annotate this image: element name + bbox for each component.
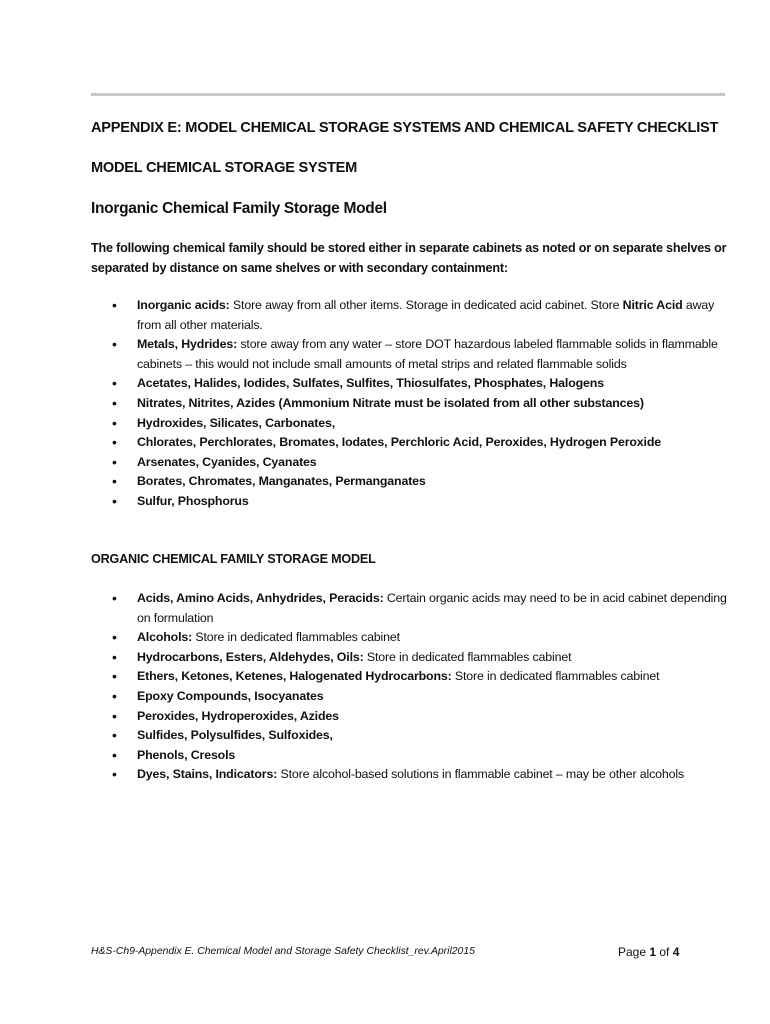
intro-paragraph: The following chemical family should be stored either in separate cabinets as noted or on separate shelves or separated by distance on same shelves or with secondary containment: [91,241,727,275]
list-item: • Arsenates, Cyanides, Cyanates [0,453,770,473]
list-item: • Borates, Chromates, Manganates, Permanganates [0,472,770,492]
inorganic-heading: Inorganic Chemical Family Storage Model [91,200,387,217]
inorganic-list [0,296,770,512]
footer-doc-name: H&S-Ch9-Appendix E. Chemical Model and Storage Safety Checklist_rev.April2015 [91,946,475,957]
list-item: • Ethers, Ketones, Ketenes, Halogenated Hydrocarbons: Store in dedicated flammables cabinet [0,667,770,687]
list-item: • Sulfur, Phosphorus [0,492,770,512]
list-item: • Hydroxides, Silicates, Carbonates, [0,414,770,434]
header-rule [91,93,725,96]
organic-heading: ORGANIC CHEMICAL FAMILY STORAGE MODEL [91,552,376,566]
list-item: • Dyes, Stains, Indicators: Store alcohol-based solutions in flammable cabinet – may be other alcohols [0,765,770,785]
list-item: • Chlorates, Perchlorates, Bromates, Iodates, Perchloric Acid, Peroxides, Hydrogen Peroxide [0,433,770,453]
list-item: • Alcohols: Store in dedicated flammables cabinet [0,628,770,648]
list-item: • Nitrates, Nitrites, Azides (Ammonium Nitrate must be isolated from all other substances) [0,394,770,414]
list-item: • Epoxy Compounds, Isocyanates [0,687,770,707]
section-title: MODEL CHEMICAL STORAGE SYSTEM [91,160,358,176]
list-item: • Peroxides, Hydroperoxides, Azides [0,707,770,727]
page-number: Page 1 of 4 [618,945,680,959]
list-item: • Inorganic acids: Store away from all other items. Storage in dedicated acid cabinet. Store Nitric Acid away from all other materials. [0,296,770,335]
organic-list [0,589,770,785]
list-item: • Hydrocarbons, Esters, Aldehydes, Oils: Store in dedicated flammables cabinet [0,648,770,668]
list-item: • Phenols, Cresols [0,746,770,766]
list-item: • Sulfides, Polysulfides, Sulfoxides, [0,726,770,746]
list-item: • Acids, Amino Acids, Anhydrides, Peracids: Certain organic acids may need to be in acid cabinet depending on formulation [0,589,770,628]
appendix-title: APPENDIX E: MODEL CHEMICAL STORAGE SYSTEMS AND CHEMICAL SAFETY CHECKLIST [91,120,719,136]
list-item: • Metals, Hydrides: store away from any water – store DOT hazardous labeled flammable solids in flammable cabinets – this would not include small amounts of metal strips and related flammable solids [0,335,770,374]
list-item: • Acetates, Halides, Iodides, Sulfates, Sulfites, Thiosulfates, Phosphates, Halogens [0,374,770,394]
